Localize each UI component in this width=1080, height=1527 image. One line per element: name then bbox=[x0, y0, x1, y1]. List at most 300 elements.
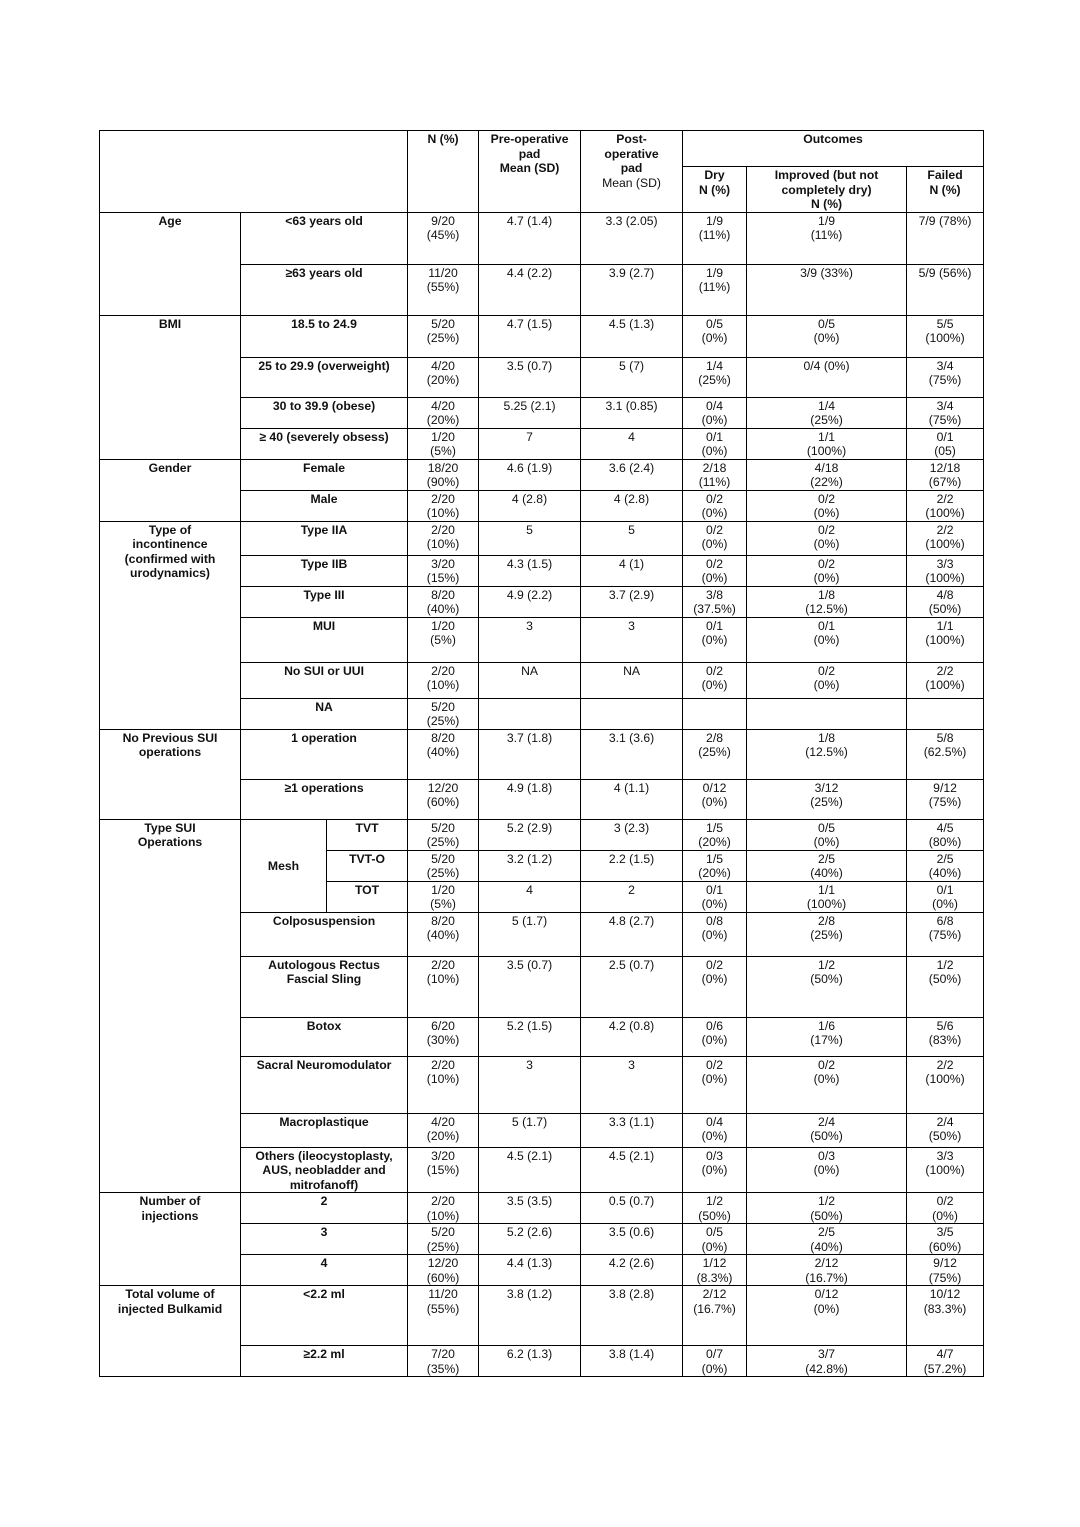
cell-line: 1/1 bbox=[818, 882, 835, 897]
cell-line: (40%) bbox=[426, 602, 460, 616]
improved bbox=[747, 850, 907, 881]
cell-line: (10%) bbox=[426, 506, 460, 520]
cell-line: 3/20 bbox=[431, 556, 455, 571]
cell-line: (90%) bbox=[426, 475, 460, 489]
cell-line: (57.2%) bbox=[923, 1361, 967, 1376]
cell-line: 3/3 bbox=[936, 1148, 954, 1163]
post-op-pad: 3.1 (0.85) bbox=[581, 397, 683, 428]
row-label: 3 bbox=[241, 1224, 408, 1255]
post-op-pad: 5 (7) bbox=[581, 357, 683, 397]
improved bbox=[747, 586, 907, 617]
cell-line: 4/8 bbox=[936, 587, 954, 602]
improved bbox=[747, 662, 907, 698]
cell-line: injected Bulkamid bbox=[117, 1301, 223, 1316]
cell-line: (5%) bbox=[430, 633, 456, 647]
cell-line: 3/5 bbox=[936, 1225, 954, 1239]
cell-line: 1/4 bbox=[818, 398, 835, 413]
improved bbox=[747, 459, 907, 490]
pre-op-pad: 4.7 (1.5) bbox=[479, 315, 581, 357]
cell-line: (100%) bbox=[806, 897, 847, 911]
cell-line: N (%) bbox=[810, 197, 843, 211]
failed bbox=[907, 1255, 984, 1286]
failed bbox=[907, 1286, 984, 1346]
cell-line: 2/20 bbox=[431, 1194, 455, 1208]
cell-line: (62.5%) bbox=[923, 745, 967, 759]
post-op-pad: 5 bbox=[581, 521, 683, 555]
cell-line: (20%) bbox=[426, 413, 460, 427]
cell-line: urodynamics) bbox=[130, 566, 210, 580]
failed bbox=[907, 264, 984, 315]
dry bbox=[683, 729, 747, 779]
pre-op-pad: 4.3 (1.5) bbox=[479, 555, 581, 586]
header-n: N (%) bbox=[408, 131, 479, 213]
post-op-pad: 3.9 (2.7) bbox=[581, 264, 683, 315]
cell-line: (100%) bbox=[925, 571, 965, 585]
pre-op-pad: 5 (1.7) bbox=[479, 912, 581, 956]
cell-line: 5/20 bbox=[431, 820, 455, 835]
cell-line: 2/8 bbox=[818, 913, 835, 928]
dry bbox=[683, 912, 747, 956]
cell-line: (12.5%) bbox=[805, 745, 848, 759]
cell-line: 1/2 bbox=[818, 957, 835, 972]
cell-line: 2/20 bbox=[431, 663, 455, 678]
cell-line: (80%) bbox=[928, 835, 962, 849]
table-row bbox=[100, 212, 984, 264]
cell-line: 0/2 bbox=[818, 522, 835, 537]
row-label: 25 to 29.9 (overweight) bbox=[241, 357, 408, 397]
n-percent bbox=[408, 521, 479, 555]
cell-line: pad bbox=[620, 161, 643, 175]
post-op-pad: 4.2 (2.6) bbox=[581, 1255, 683, 1286]
cell-line: 1/9 bbox=[706, 265, 723, 280]
cell-line: (11%) bbox=[698, 228, 731, 242]
post-op-subheader: Mean (SD) bbox=[602, 175, 661, 190]
improved bbox=[747, 521, 907, 555]
cell-line: 7/20 bbox=[431, 1347, 455, 1361]
cell-line: 5/6 bbox=[936, 1018, 954, 1033]
failed bbox=[907, 1056, 984, 1113]
cell-line: Pre-operative bbox=[490, 132, 569, 146]
dry bbox=[683, 315, 747, 357]
row-label bbox=[241, 956, 408, 1017]
post-op-pad: 3.8 (2.8) bbox=[581, 1286, 683, 1346]
cell-line: 5/8 bbox=[936, 730, 954, 745]
row-label: Botox bbox=[241, 1017, 408, 1056]
cell-line: (0%) bbox=[701, 1129, 728, 1143]
cell-line: Type of bbox=[148, 522, 192, 537]
row-label: ≥63 years old bbox=[241, 264, 408, 315]
header-pre-op-pad bbox=[479, 131, 581, 213]
cell-line: 2/20 bbox=[431, 1057, 455, 1072]
cell-line: 0/5 bbox=[706, 316, 723, 331]
cell-line: (16.7%) bbox=[693, 1301, 736, 1316]
post-op-pad: 3 bbox=[581, 1056, 683, 1113]
improved bbox=[747, 1056, 907, 1113]
failed bbox=[907, 459, 984, 490]
cell-line: 0/5 bbox=[706, 1225, 723, 1239]
header-post-op-pad bbox=[581, 131, 683, 213]
group-label: BMI bbox=[100, 315, 241, 459]
pre-op-pad: 5.2 (2.6) bbox=[479, 1224, 581, 1255]
row-label: 1 operation bbox=[241, 729, 408, 779]
cell-line: 3/7 bbox=[818, 1347, 835, 1361]
cell-line: (30%) bbox=[426, 1033, 460, 1047]
cell-line: 0/2 bbox=[818, 491, 835, 506]
cell-line: 0/12 bbox=[814, 1287, 839, 1301]
cell-line: (50%) bbox=[698, 1208, 731, 1223]
cell-line: 0/3 bbox=[818, 1148, 835, 1163]
table-row bbox=[100, 459, 984, 490]
post-op-pad: 3.7 (2.9) bbox=[581, 586, 683, 617]
cell-line: (83%) bbox=[928, 1033, 962, 1047]
cell-line: (25%) bbox=[810, 928, 843, 942]
header-outcomes: Outcomes bbox=[683, 131, 984, 167]
cell-line: (67%) bbox=[928, 475, 962, 489]
cell-line: (35%) bbox=[426, 1361, 460, 1376]
row-label: NA bbox=[241, 698, 408, 729]
pre-op-pad: 3.7 (1.8) bbox=[479, 729, 581, 779]
cell-line: (55%) bbox=[426, 280, 460, 294]
failed bbox=[907, 1017, 984, 1056]
cell-line: (55%) bbox=[426, 1301, 460, 1316]
cell-line: (20%) bbox=[426, 1129, 460, 1143]
cell-line: Dry bbox=[704, 168, 725, 182]
cell-line: 0/2 bbox=[706, 522, 723, 537]
improved bbox=[747, 779, 907, 819]
dry bbox=[683, 264, 747, 315]
dry bbox=[683, 212, 747, 264]
header-improved bbox=[747, 167, 907, 213]
n-percent bbox=[408, 956, 479, 1017]
cell-line: 2/2 bbox=[936, 491, 954, 506]
cell-line: (50%) bbox=[928, 1129, 962, 1143]
improved bbox=[747, 1017, 907, 1056]
cell-line: (75%) bbox=[928, 413, 962, 427]
cell-line: 0/4 (0%) bbox=[803, 358, 850, 373]
cell-line: 0/2 bbox=[818, 556, 835, 571]
post-op-pad: 4 (2.8) bbox=[581, 490, 683, 521]
cell-line: (0%) bbox=[701, 1033, 728, 1047]
cell-line: (10%) bbox=[426, 1208, 460, 1223]
improved bbox=[747, 729, 907, 779]
failed bbox=[907, 212, 984, 264]
n-percent bbox=[408, 729, 479, 779]
cell-line: Autologous Rectus bbox=[268, 957, 380, 972]
improved bbox=[747, 1224, 907, 1255]
improved bbox=[747, 490, 907, 521]
pre-op-pad: 4.9 (1.8) bbox=[479, 779, 581, 819]
post-op-pad: 3.3 (1.1) bbox=[581, 1113, 683, 1147]
cell-line: 1/12 bbox=[702, 1256, 727, 1270]
group-label: Age bbox=[100, 212, 241, 315]
cell-line: 2/20 bbox=[431, 957, 455, 972]
row-label: TOT bbox=[327, 881, 408, 912]
n-percent bbox=[408, 819, 479, 850]
n-percent bbox=[408, 397, 479, 428]
improved bbox=[747, 357, 907, 397]
dry bbox=[683, 586, 747, 617]
n-percent bbox=[408, 912, 479, 956]
failed bbox=[907, 555, 984, 586]
cell-line: 0/2 bbox=[818, 663, 835, 678]
failed bbox=[907, 428, 984, 459]
row-label: Female bbox=[241, 459, 408, 490]
cell-line: (37.5%) bbox=[693, 602, 736, 616]
cell-line: 4/5 bbox=[936, 820, 954, 835]
group-label bbox=[100, 1193, 241, 1286]
cell-line: Mean (SD) bbox=[499, 161, 560, 175]
cell-line: (0%) bbox=[701, 678, 728, 692]
cell-line: (75%) bbox=[928, 373, 962, 387]
cell-line: 10/12 bbox=[929, 1287, 961, 1301]
cell-line: Improved (but not bbox=[774, 168, 879, 182]
cell-line: (10%) bbox=[426, 537, 460, 551]
failed bbox=[907, 357, 984, 397]
cell-line: 2/2 bbox=[936, 663, 954, 678]
n-percent bbox=[408, 1113, 479, 1147]
row-label: Sacral Neuromodulator bbox=[241, 1056, 408, 1113]
cell-line: (40%) bbox=[426, 745, 460, 759]
cell-line: 8/20 bbox=[431, 587, 455, 602]
cell-line: 3/3 bbox=[936, 556, 954, 571]
cell-line: 6/20 bbox=[431, 1018, 455, 1033]
cell-line: 1/20 bbox=[431, 882, 455, 897]
cell-line: (75%) bbox=[928, 795, 962, 809]
cell-line: 2/12 bbox=[702, 1287, 727, 1301]
pre-op-pad: 4.9 (2.2) bbox=[479, 586, 581, 617]
cell-line: (0%) bbox=[701, 897, 728, 911]
cell-line: 3/20 bbox=[431, 1148, 455, 1163]
cell-line: 2/4 bbox=[936, 1114, 954, 1129]
cell-line: 7/9 (78%) bbox=[918, 213, 972, 228]
cell-line: (25%) bbox=[426, 866, 460, 880]
n-percent bbox=[408, 357, 479, 397]
cell-line: (50%) bbox=[810, 1208, 843, 1223]
improved bbox=[747, 617, 907, 662]
cell-line: 5/20 bbox=[431, 699, 455, 714]
cell-line: (40%) bbox=[928, 866, 962, 880]
cell-line: 0/2 bbox=[936, 1194, 954, 1208]
cell-line: (25%) bbox=[426, 835, 460, 849]
post-op-pad: NA bbox=[581, 662, 683, 698]
cell-line: (16.7%) bbox=[805, 1270, 848, 1285]
cell-line: 8/20 bbox=[431, 730, 455, 745]
cell-line: incontinence bbox=[132, 537, 208, 551]
cell-line: (40%) bbox=[810, 866, 843, 880]
dry bbox=[683, 881, 747, 912]
cell-line: 2/4 bbox=[818, 1114, 835, 1129]
group-label bbox=[100, 1286, 241, 1377]
cell-line: (0%) bbox=[932, 897, 958, 911]
pre-op-pad: 4 (2.8) bbox=[479, 490, 581, 521]
cell-line: (10%) bbox=[426, 972, 460, 986]
cell-line: (8.3%) bbox=[696, 1270, 733, 1285]
dry bbox=[683, 490, 747, 521]
table-row bbox=[100, 315, 984, 357]
cell-line: 0/8 bbox=[706, 913, 723, 928]
failed bbox=[907, 315, 984, 357]
n-percent bbox=[408, 779, 479, 819]
cell-line: 2/5 bbox=[936, 851, 954, 866]
post-op-pad: 4 (1) bbox=[581, 555, 683, 586]
n-percent bbox=[408, 1286, 479, 1346]
cell-line: 9/12 bbox=[933, 780, 957, 795]
cell-line: (0%) bbox=[813, 633, 840, 647]
n-percent bbox=[408, 490, 479, 521]
cell-line: 2/2 bbox=[936, 522, 954, 537]
cell-line: 0/4 bbox=[706, 1114, 723, 1129]
cell-line: 2/5 bbox=[818, 851, 835, 866]
cell-line: operations bbox=[138, 745, 202, 759]
dry bbox=[683, 1346, 747, 1377]
cell-line: (0%) bbox=[701, 1163, 728, 1177]
table-row bbox=[100, 521, 984, 555]
row-label: <2.2 ml bbox=[241, 1286, 408, 1346]
cell-line: 5/5 bbox=[936, 316, 954, 331]
cell-line: (0%) bbox=[813, 331, 840, 345]
improved bbox=[747, 397, 907, 428]
cell-line: (100%) bbox=[806, 444, 847, 458]
cell-line: 5/20 bbox=[431, 1225, 455, 1239]
post-op-pad: 2.2 (1.5) bbox=[581, 850, 683, 881]
row-label: TVT bbox=[327, 819, 408, 850]
cell-line: 1/6 bbox=[818, 1018, 835, 1033]
cell-line: (100%) bbox=[925, 1072, 965, 1086]
cell-line: 5/9 (56%) bbox=[918, 265, 972, 280]
n-percent bbox=[408, 1346, 479, 1377]
cell-line: (50%) bbox=[810, 1129, 843, 1143]
row-label: 30 to 39.9 (obese) bbox=[241, 397, 408, 428]
cell-line: 1/1 bbox=[936, 618, 954, 633]
cell-line: 2/2 bbox=[936, 1057, 954, 1072]
improved bbox=[747, 1346, 907, 1377]
cell-line: 4/20 bbox=[431, 398, 455, 413]
pre-op-pad: 4.5 (2.1) bbox=[479, 1147, 581, 1193]
cell-line: 12/18 bbox=[929, 460, 961, 475]
failed bbox=[907, 1224, 984, 1255]
improved bbox=[747, 315, 907, 357]
post-op-pad: 2.5 (0.7) bbox=[581, 956, 683, 1017]
row-label: Type IIB bbox=[241, 555, 408, 586]
cell-line: 0/7 bbox=[706, 1347, 723, 1361]
cell-line: (25%) bbox=[698, 745, 731, 759]
failed bbox=[907, 956, 984, 1017]
group-label: Gender bbox=[100, 459, 241, 521]
post-op-pad: 4 bbox=[581, 428, 683, 459]
cell-line: 0/12 bbox=[702, 780, 727, 795]
dry bbox=[683, 357, 747, 397]
results-table bbox=[99, 130, 984, 1377]
cell-line: 12/20 bbox=[427, 1256, 459, 1270]
post-op-pad: 2 bbox=[581, 881, 683, 912]
improved bbox=[747, 912, 907, 956]
table-row bbox=[100, 729, 984, 779]
cell-line: (5%) bbox=[430, 897, 456, 911]
cell-line: (0%) bbox=[813, 506, 840, 520]
cell-line: 2/20 bbox=[431, 491, 455, 506]
row-label bbox=[241, 1147, 408, 1193]
pre-op-pad: 4 bbox=[479, 881, 581, 912]
row-label: <63 years old bbox=[241, 212, 408, 264]
cell-line: 0/1 bbox=[818, 618, 835, 633]
cell-line: 0/5 bbox=[818, 316, 835, 331]
cell-line: Post- bbox=[616, 132, 647, 146]
post-op-pad: 4.8 (2.7) bbox=[581, 912, 683, 956]
pre-op-pad: 3 bbox=[479, 1056, 581, 1113]
cell-line: (0%) bbox=[701, 537, 728, 551]
row-label: ≥ 40 (severely obsess) bbox=[241, 428, 408, 459]
post-op-pad: 4.2 (0.8) bbox=[581, 1017, 683, 1056]
pre-op-pad: 3.5 (3.5) bbox=[479, 1193, 581, 1224]
cell-line: 1/5 bbox=[706, 851, 723, 866]
cell-line: (0%) bbox=[701, 506, 728, 520]
dry bbox=[683, 521, 747, 555]
cell-line: 0/2 bbox=[706, 556, 723, 571]
n-percent bbox=[408, 315, 479, 357]
cell-line: 2/18 bbox=[702, 460, 727, 475]
post-op-pad: 4 (1.1) bbox=[581, 779, 683, 819]
pre-op-pad: 4.4 (2.2) bbox=[479, 264, 581, 315]
dry bbox=[683, 1017, 747, 1056]
cell-line: operative bbox=[604, 146, 659, 161]
post-op-pad: 3.5 (0.6) bbox=[581, 1224, 683, 1255]
cell-line: (0%) bbox=[701, 413, 728, 427]
cell-line: 0/2 bbox=[706, 957, 723, 972]
cell-line: N (%) bbox=[929, 182, 961, 197]
cell-line: (0%) bbox=[701, 972, 728, 986]
post-op-pad: 3 bbox=[581, 617, 683, 662]
dry bbox=[683, 555, 747, 586]
improved bbox=[747, 264, 907, 315]
cell-line: (20%) bbox=[698, 835, 731, 849]
cell-line: 1/9 bbox=[818, 213, 835, 228]
cell-line: (60%) bbox=[426, 1270, 460, 1285]
cell-line: 0/1 bbox=[706, 429, 723, 444]
cell-line: (25%) bbox=[426, 331, 460, 345]
failed bbox=[907, 698, 984, 729]
cell-line: 1/5 bbox=[706, 820, 723, 835]
row-label: Type III bbox=[241, 586, 408, 617]
post-op-pad: 3 (2.3) bbox=[581, 819, 683, 850]
cell-line: 2/5 bbox=[818, 1225, 835, 1239]
cell-line: 3/12 bbox=[814, 780, 839, 795]
cell-line: (0%) bbox=[701, 928, 728, 942]
cell-line: 4/18 bbox=[814, 460, 839, 475]
cell-line: Failed bbox=[927, 168, 963, 182]
pre-op-pad: 3.2 (1.2) bbox=[479, 850, 581, 881]
cell-line: 0/2 bbox=[706, 663, 723, 678]
cell-line: 11/20 bbox=[428, 1287, 458, 1301]
cell-line: (40%) bbox=[810, 1239, 843, 1254]
pre-op-pad: 5.2 (2.9) bbox=[479, 819, 581, 850]
pre-op-pad: 3 bbox=[479, 617, 581, 662]
failed bbox=[907, 850, 984, 881]
pre-op-pad: 5 bbox=[479, 521, 581, 555]
dry bbox=[683, 428, 747, 459]
dry bbox=[683, 397, 747, 428]
cell-line: 0/3 bbox=[706, 1148, 723, 1163]
dry bbox=[683, 850, 747, 881]
cell-line: (0%) bbox=[701, 1239, 728, 1254]
failed bbox=[907, 521, 984, 555]
improved bbox=[747, 1255, 907, 1286]
cell-line: (12.5%) bbox=[805, 602, 848, 616]
row-label: No SUI or UUI bbox=[241, 662, 408, 698]
post-op-pad: 3.8 (1.4) bbox=[581, 1346, 683, 1377]
cell-line: 1/2 bbox=[818, 1194, 835, 1208]
improved bbox=[747, 1193, 907, 1224]
cell-line: (60%) bbox=[928, 1239, 962, 1254]
